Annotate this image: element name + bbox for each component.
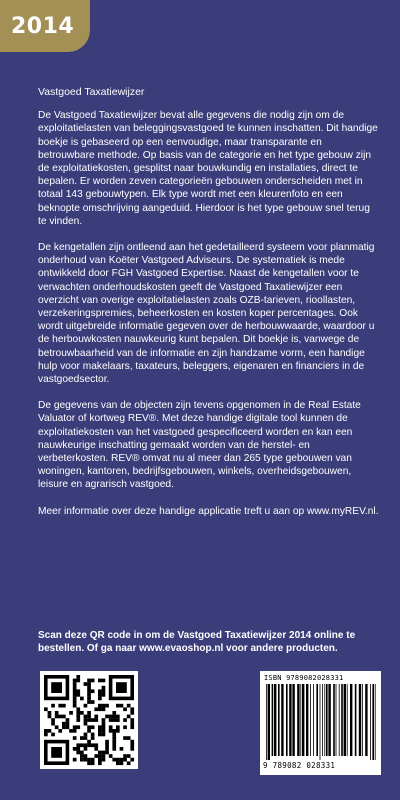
paragraph-more-info: Meer informatie over deze handige applicatie treft u aan op www.myREV.nl. — [38, 505, 379, 517]
barcode-bars — [264, 684, 377, 760]
year-badge — [0, 0, 90, 52]
year-label: 2014 — [11, 14, 75, 39]
paragraph-intro: De Vastgoed Taxatiewijzer bevat alle gegevens die nodig zijn om de exploitatielasten van beleggingsvastgoed te kunnen inschatten. Dit handige boekje is gebaseerd op een eenvoudige, maar transparante en betrouwbare methode. Op basis van de categorie en het type gebouw zijn de exploitatiekosten, gesplitst naar bouwkundig en installaties, direct te bepalen. Er worden zeven categorieën gebouwen onderscheiden met in totaal 143 gebouwtypen. Elk type wordt met een kleurenfoto en een beknopte omschrijving aangeduid. Hierdoor is het type gebouw snel terug te vinden. — [38, 110, 378, 227]
barcode-icon — [260, 671, 381, 775]
scan-instruction: Scan deze QR code in om de Vastgoed Taxatiewijzer 2014 online te bestellen. Of ga naar www.evaoshop.nl voor andere producten. — [38, 630, 356, 654]
paragraph-kengetallen: De kengetallen zijn ontleend aan het gedetailleerd systeem voor planmatig onderhoud van Koëter Vastgoed Adviseurs. De systematiek is mede ontwikkeld door FGH Vastgoed Expertise. Naast de kengetallen voor te verwachten onderhoudskosten geeft de Vastgoed Taxatiewijzer een overzicht van overige exploitatielasten zoals OZB-tarieven, rioollasten, verzekeringspremies, beheerkosten en kosten koper percentages. Ook wordt uitgebreide informatie gegeven over de herbouwwaarde, waardoor u de herbouwkosten nauwkeurig kunt bepalen. Dit boekje is, vanwege de betrouwbaarheid van de informatie en zijn handzame vorm, een handige hulp voor makelaars, taxateurs, beleggers, eigenaren en financiers in de vastgoedsector. — [38, 242, 375, 386]
qr-code-graphic — [40, 671, 138, 769]
back-cover-text — [38, 86, 380, 531]
book-title: Vastgoed Taxatiewijzer — [38, 86, 145, 98]
qr-code-icon[interactable] — [40, 671, 138, 769]
isbn-label: ISBN 9789082028331 — [264, 674, 344, 682]
paragraph-rev: De gegevens van de objecten zijn tevens opgenomen in de Real Estate Valuator of kortweg REV®. Met deze handige digitale tool kunnen de exploitatiekosten van het vastgoed gespecificeerd worden en kan een nauwkeurige inschatting gemaakt worden van de herstel- en verbeterkosten. REV® omvat nu al meer dan 265 type gebouwen van woningen, kantoren, bedrijfsgebouwen, winkels, overheidsgebouwen, leisure en agrarisch vastgoed. — [38, 400, 361, 491]
isbn-digits: 9 789082 028331 — [263, 761, 336, 770]
